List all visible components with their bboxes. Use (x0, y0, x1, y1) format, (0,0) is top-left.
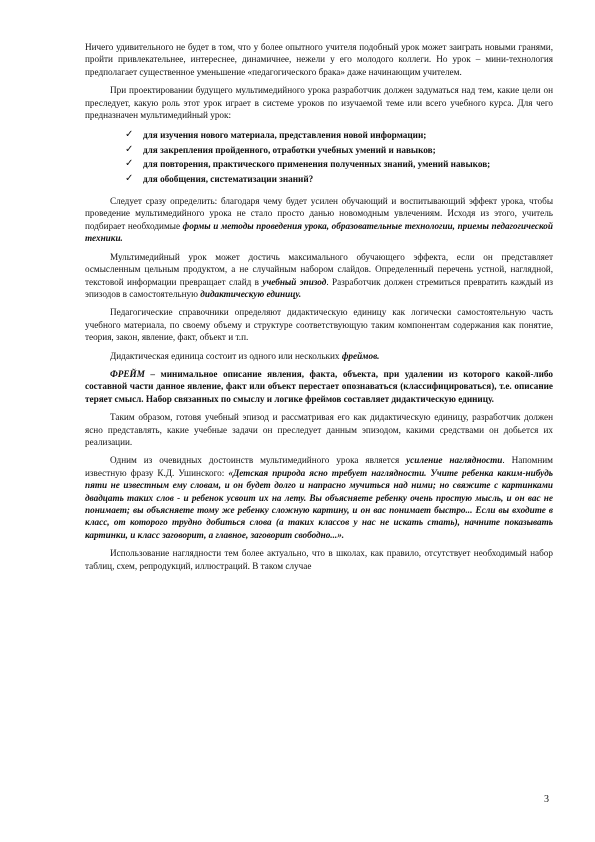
checkmark-icon: ✓ (125, 158, 134, 170)
paragraph-3-emphasis: формы и методы проведения урока, образовательные технологии, приемы педагогической техники. (85, 220, 553, 244)
term-learning-episode: учебный эпизод (262, 276, 327, 287)
checklist-item-text: для изучения нового материала, представления новой информации; (143, 130, 427, 141)
page-body (85, 41, 553, 572)
checkmark-icon: ✓ (125, 172, 134, 184)
paragraph-4 (85, 251, 553, 301)
paragraph-4-text-cont: . Разработчик должен стремиться превратить каждый из эпизодов в самостоятельную (85, 276, 554, 299)
term-frame: ФРЕЙМ (110, 368, 145, 379)
checklist-item-text: для обобщения, систематизации знаний? (143, 173, 314, 184)
paragraph-6 (85, 350, 553, 362)
paragraph-1: Ничего удивительного не будет в том, что у более опытного учителя подобный урок может заиграть новыми гранями, пройти привлекательнее, интереснее, динамичнее, нежели у его молодого коллеги. Но урок – мини-технология предполагает существенное уменьшение «педагогического брака» даже начинающим учителем. (85, 42, 553, 77)
frame-definition-text: – минимальное описание явления, факта, объекта, при удалении из которого какой-либо составной части данное явление, факт или объект перестает опознаваться (классифицироваться), т.е. описание теряет смысл. Набор связанных по смыслу и логике фреймов составляет дидактическую единицу. (85, 368, 553, 404)
checkmark-icon: ✓ (125, 129, 134, 141)
term-frames: фреймов. (341, 350, 380, 361)
ushinsky-quote: «Детская природа ясно требует наглядности. Учите ребенка каким-нибудь пяти не известным ему словам, и он будет долго и напрасно мучиться над ними; но свяжите с картинками двадцать таких слов - и ребенок усвоит их на лету. Вы объясняете ребенку очень простую мысль, и он вас не понимает; вы объясняете тому же ребенку сложную картину, и он вас понимает быстро... Если вы входите в класс, от которого трудно добиться слова (а таких классов у нас не искать стать), начните показывать картинки, и класс заговорит, а главное, заговорит свободно...». (85, 467, 553, 540)
paragraph-3 (85, 195, 553, 245)
page-number: 3 (544, 794, 549, 805)
checklist-item (125, 173, 553, 185)
checklist-item (125, 144, 553, 156)
paragraph-3-text: Следует сразу определить: благодаря чему будет усилен обучающий и воспитывающий эффект урока, чтобы проведение мультимедийного урока не стало просто данью новомодным увлечениям. Исходя из этого, учитель подбирает необходимые (85, 196, 553, 231)
paragraph-5: Педагогические справочники определяют дидактическую единицу как логически самостоятельную часть учебного материала, по своему объему и структуре соответствующую таким компонентам содержания как понятие, теория, закон, явление, факт, объект и т.п. (85, 307, 553, 343)
checklist-item-text: для закрепления пройденного, отработки учебных умений и навыков; (143, 144, 436, 155)
paragraph-9-text-cont: . Напомним известную фразу К.Д. Ушинского: (85, 455, 553, 478)
paragraph-7-frame-definition (85, 368, 553, 405)
checklist-item-text: для повторения, практического применения полученных знаний, умений навыков; (143, 159, 491, 170)
paragraph-9 (85, 454, 553, 541)
paragraph-8: Таким образом, готовя учебный эпизод и рассматривая его как дидактическую единицу, разработчик должен ясно представлять, какие учебные задачи он преследует данным эпизодом, какими средствами он добьется их реализации. (85, 412, 553, 447)
paragraph-10: Использование наглядности тем более актуально, что в школах, как правило, отсутствует необходимый набор таблиц, схем, репродукций, иллюстраций. В таком случае (85, 548, 553, 571)
paragraph-2: При проектировании будущего мультимедийного урока разработчик должен задуматься над тем, какие цели он преследует, какую роль этот урок играет в системе уроков по изучаемой теме или всего учебного курса. Для чего предназначен мультимедийный урок: (85, 85, 553, 121)
paragraph-9-text: Одним из очевидных достоинств мультимедийного урока является (110, 455, 407, 466)
paragraph-6-text: Дидактическая единица состоит из одного или нескольких (110, 350, 342, 361)
checklist-item (125, 158, 553, 170)
checkmark-icon: ✓ (125, 143, 134, 155)
paragraph-4-text: Мультимедийный урок может достичь максимального обучающего эффекта, если он представляет осмысленным цельным продуктом, а не случайным набором слайдов. Определенный перечень устной, наглядной, текстовой информации превращает слайд в (85, 251, 553, 287)
checklist-item (125, 129, 553, 141)
term-didactic-unit: дидактическую единицу. (200, 288, 302, 299)
purpose-checklist (85, 129, 553, 185)
term-visibility: усиление наглядности (406, 455, 503, 466)
